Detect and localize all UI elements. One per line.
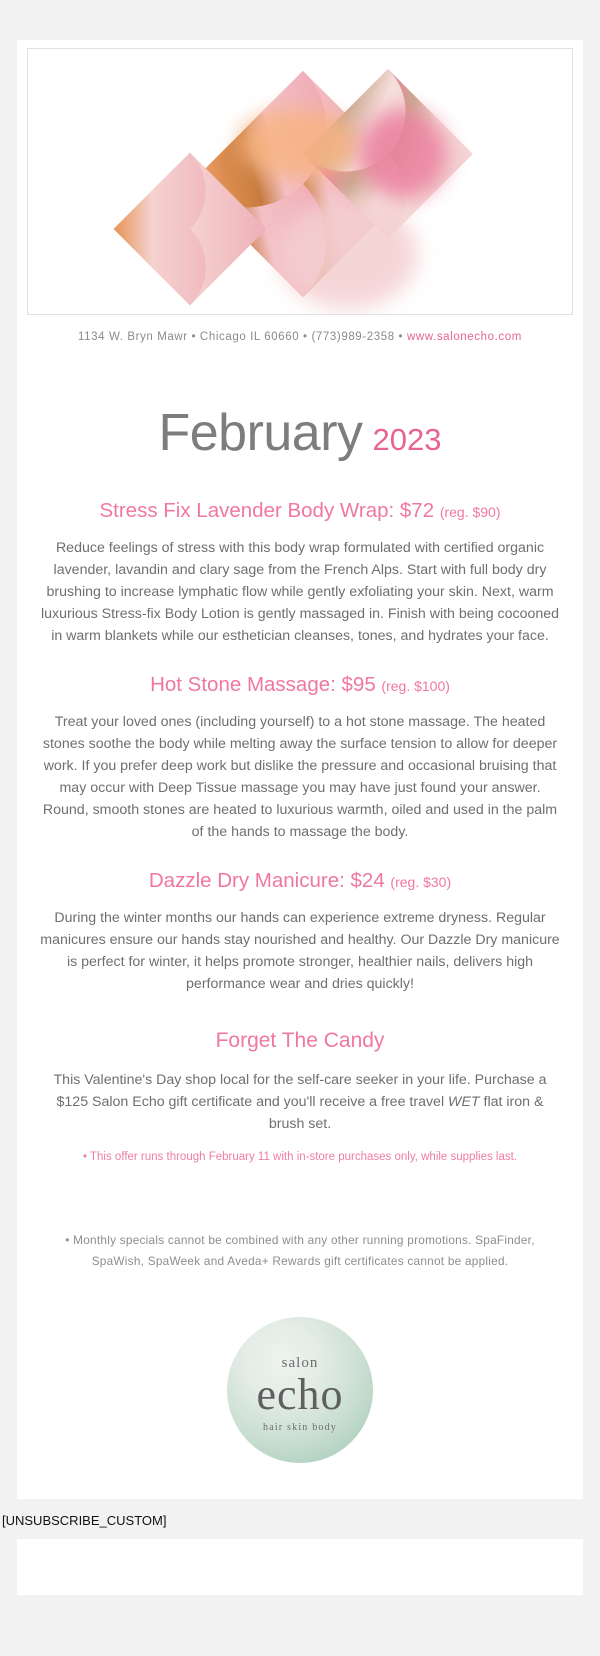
logo-salon-text: salon xyxy=(281,1355,319,1372)
title-month: February xyxy=(158,404,363,462)
promo-text-part1: This Valentine's Day shop local for the self-care seeker in your life. Purchase a $125 Salon Echo gift certificate and you'll receive a free travel xyxy=(53,1072,547,1110)
special-item xyxy=(35,869,565,995)
logo-tagline: hair skin body xyxy=(262,1422,338,1434)
wash-orange xyxy=(238,109,358,179)
special-heading xyxy=(35,869,565,893)
address-line xyxy=(17,315,583,347)
specials-section xyxy=(17,477,583,1271)
watercolor-hearts-graphic xyxy=(28,49,572,314)
special-heading-text: Stress Fix Lavender Body Wrap: $72 xyxy=(99,499,435,522)
email-body xyxy=(17,40,583,1499)
special-regular-price: (reg. $30) xyxy=(390,874,452,890)
special-heading-text: Hot Stone Massage: $95 xyxy=(150,673,376,696)
promo-description xyxy=(39,1069,561,1135)
promo-heading: Forget The Candy xyxy=(215,1029,385,1052)
logo-echo-text: echo xyxy=(256,1370,344,1420)
special-regular-price: (reg. $90) xyxy=(439,504,501,520)
wash-blush xyxy=(278,199,418,309)
special-heading-text: Dazzle Dry Manicure: $24 xyxy=(148,869,385,892)
title-year: 2023 xyxy=(372,422,442,457)
special-item xyxy=(35,499,565,647)
salon-echo-logo xyxy=(227,1317,373,1463)
promo-text-part2: flat iron & brush set. xyxy=(268,1094,544,1132)
promo-brand-emphasis: WET xyxy=(448,1094,480,1110)
special-regular-price: (reg. $100) xyxy=(381,678,450,694)
promo-forget-the-candy xyxy=(35,1029,565,1166)
special-description: Treat your loved ones (including yourself) to a hot stone massage. The heated stones soothe the body while melting away the surface tension to allow for deeper work. If you prefer deep work but dislike the pressure and occasional bruising that may occur with Deep Tissue massage you may have just found your answer. Round, smooth stones are heated to luxurious warmth, oiled and used in the palm of the hands to massage the body. xyxy=(42,714,558,840)
hero-banner-image xyxy=(27,48,573,315)
special-heading xyxy=(35,499,565,523)
special-item xyxy=(35,673,565,843)
promo-offer-note: • This offer runs through February 11 with in-store purchases only, while supplies last. xyxy=(83,1151,517,1163)
special-description: Reduce feelings of stress with this body wrap formulated with certified organic lavender, lavandin and clary sage from the French Alps. Start with full body dry brushing to increase lymphatic flow while gently exfoliating your skin. Next, warm luxurious Stress-fix Body Lotion is gently massaged in. Finish with being cocooned in warm blankets while our esthetician cleanses, tones, and hydrates your face. xyxy=(40,540,560,644)
special-description: During the winter months our hands can experience extreme dryness. Regular manicures ensure our hands stay nourished and healthy. Our Dazzle Dry manicure is perfect for winter, it helps promote stronger, healthier nails, delivers high performance wear and dries quickly! xyxy=(40,910,560,992)
disclaimer-text: • Monthly specials cannot be combined with any other running promotions. SpaFinder, SpaWish, SpaWeek and Aveda+ Rewards gift certificates cannot be applied. xyxy=(65,1233,535,1268)
special-heading xyxy=(35,673,565,697)
website-link[interactable]: www.salonecho.com xyxy=(406,331,522,343)
footer-band xyxy=(17,1538,583,1595)
newsletter-title xyxy=(17,347,583,477)
address-text: 1134 W. Bryn Mawr • Chicago IL 60660 • (773)989-2358 • xyxy=(78,331,407,343)
spacer xyxy=(35,1192,565,1218)
logo-section xyxy=(17,1283,583,1499)
wash-pink xyxy=(358,109,448,199)
unsubscribe-placeholder[interactable]: [UNSUBSCRIBE_CUSTOM] xyxy=(0,1499,600,1538)
hero-wrapper xyxy=(17,40,583,315)
